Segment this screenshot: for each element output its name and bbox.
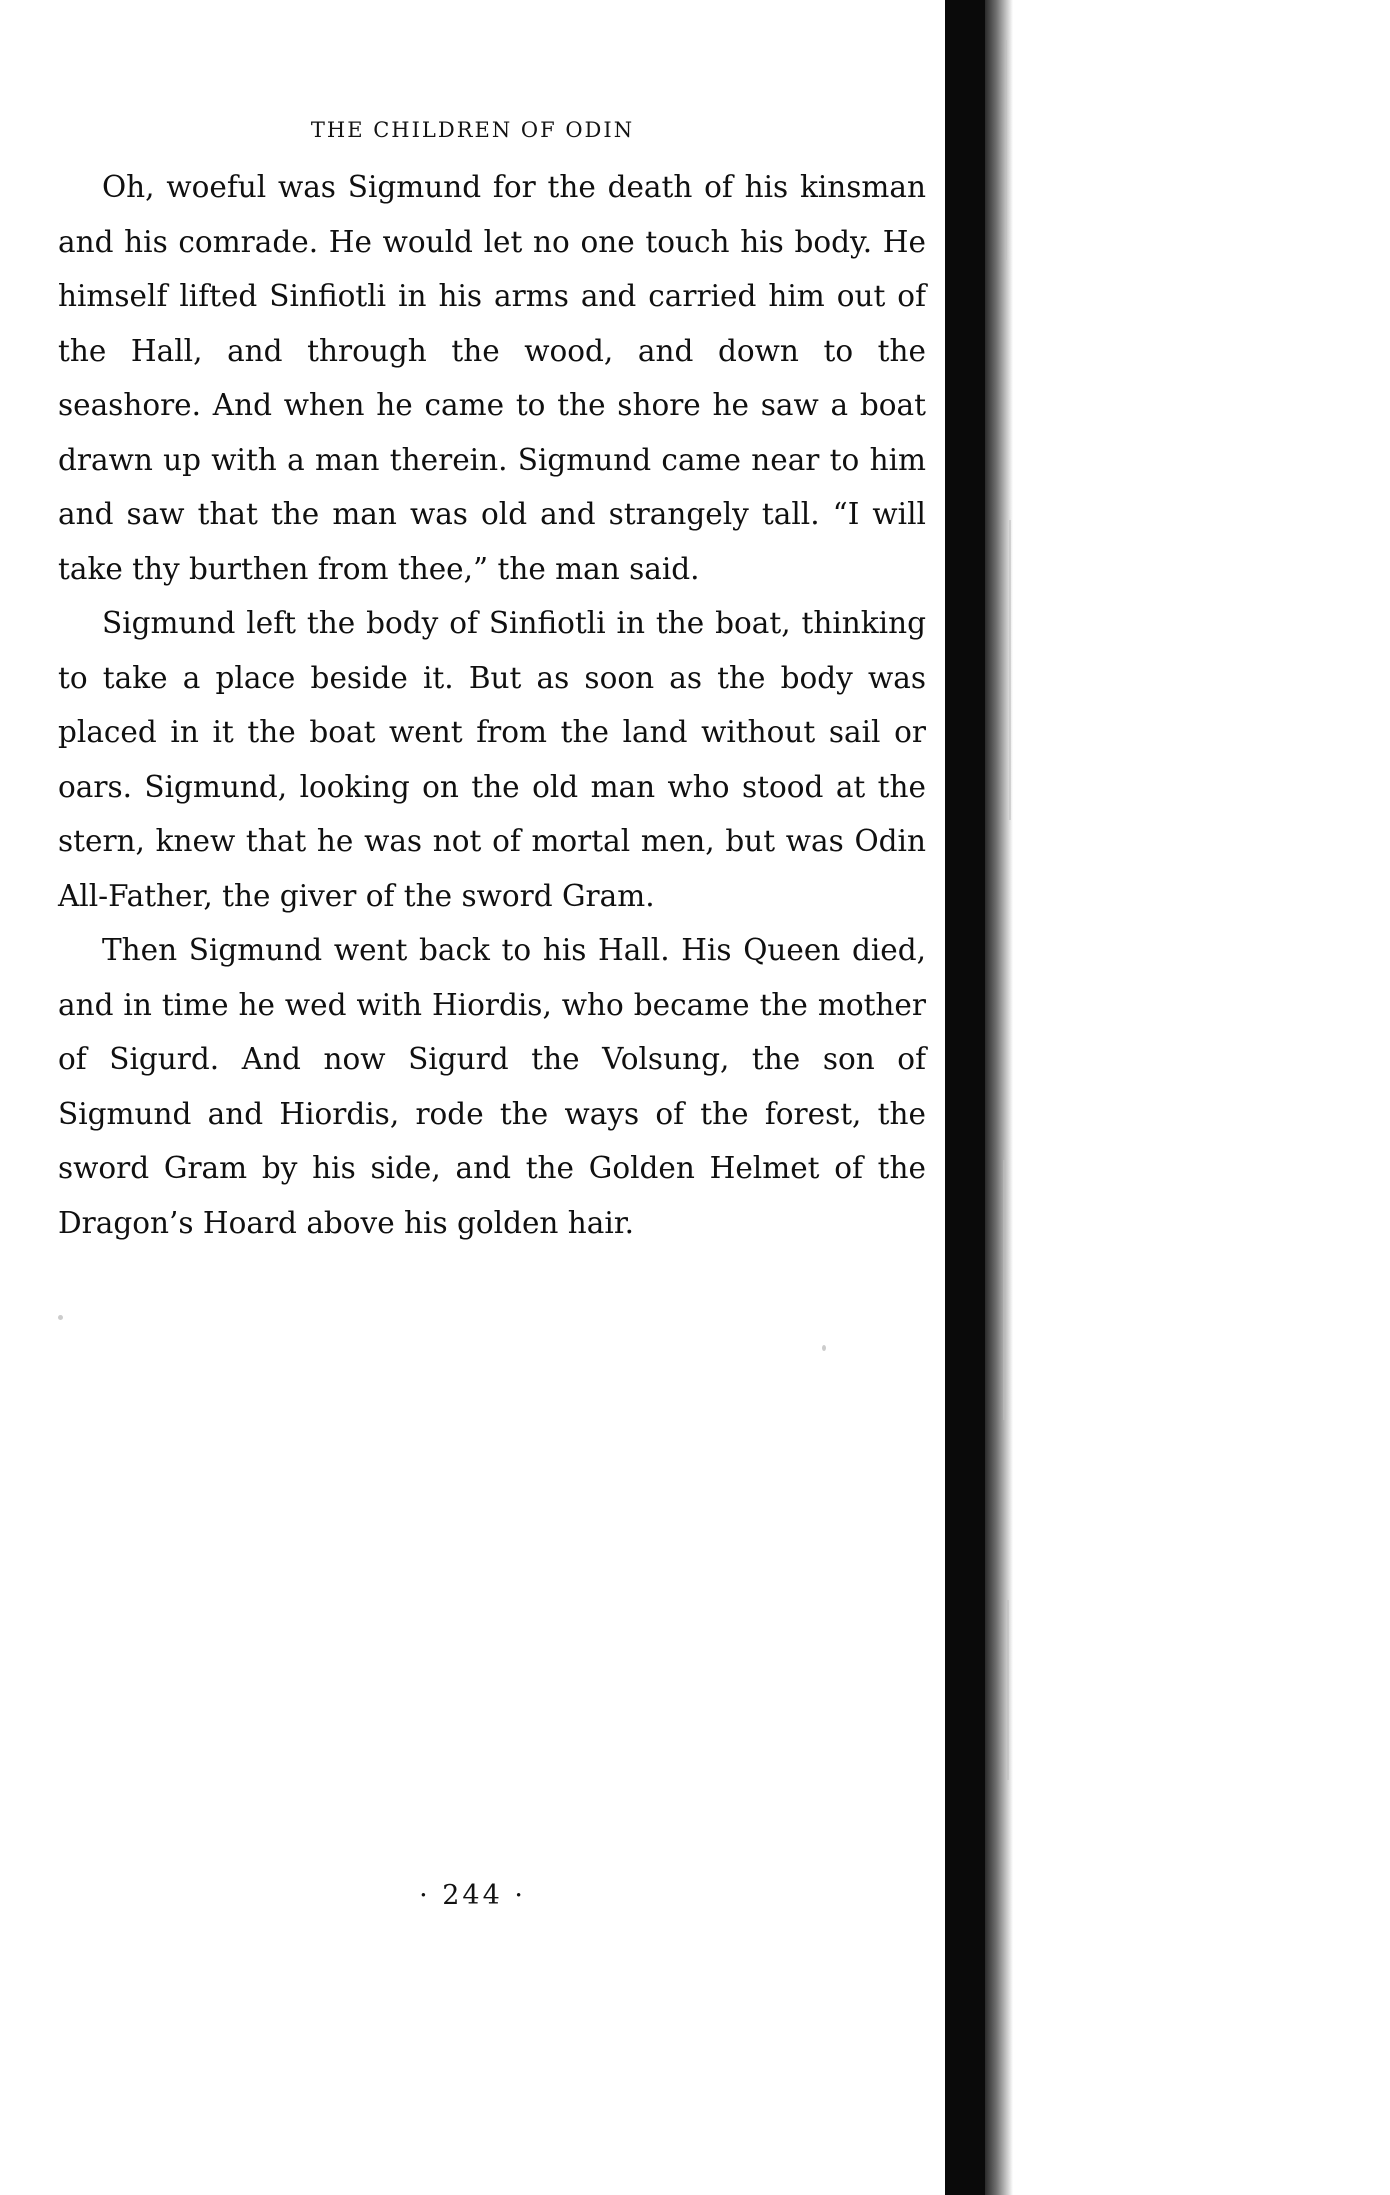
page-body [58,160,926,1250]
scan-speck [822,1345,826,1351]
paragraph: Sigmund left the body of Sinfiotli in the boat, thinking to take a place beside it. But as soon as the body was placed in it the boat went from the land without sail or oars. Sigmund, looking on the old man who stood at the stern, knew that he was not of mortal men, but was Odin All-Father, the giver of the sword Gram. [58,606,926,913]
scan-artifact [1007,1600,1009,1780]
right-margin [1013,0,1390,2195]
running-head: THE CHILDREN OF ODIN [310,118,635,142]
scan-speck [58,1315,63,1320]
paragraph: Oh, woeful was Sigmund for the death of his kinsman and his comrade. He would let no one touch his body. He himself lifted Sinfiotli in his arms and carried him out of the Hall, and through the wood, and down to the seashore. And when he came to the shore he saw a boat drawn up with a man therein. Sigmund came near to him and saw that the man was old and strangely tall. “I will take thy burthen from thee,” the man said. [58,170,926,586]
binding-gutter [945,0,985,2195]
page-number: · 244 · [419,1880,526,1911]
scan-artifact [1009,520,1011,820]
scan-artifact [1003,1160,1005,1420]
paragraph: Then Sigmund went back to his Hall. His Queen died, and in time he wed with Hiordis, who became the mother of Sigurd. And now Sigurd the Volsung, the son of Sigmund and Hiordis, rode the ways of the forest, the sword Gram by his side, and the Golden Helmet of the Dragon’s Hoard above his golden hair. [58,933,926,1240]
binding-shadow [985,0,1013,2195]
scan-artifact [1005,40,1007,260]
